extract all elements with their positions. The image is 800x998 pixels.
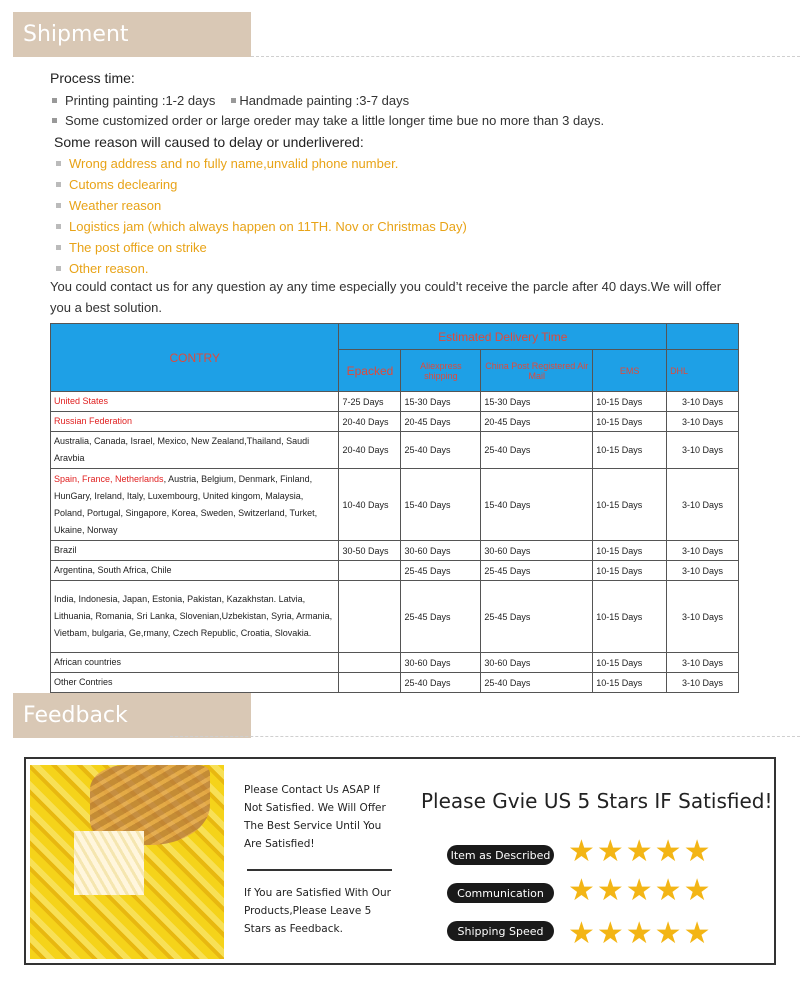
country-highlight: United States [54,396,109,406]
process-line-1 [52,93,409,108]
col-aliexpress: Aliexpress shipping [401,350,481,392]
country-header: CONTRY [51,324,339,392]
country-cell [51,673,339,693]
delay-reason [56,240,207,255]
feedback-contact-text: Please Contact Us ASAP If Not Satisfied. We Will Offer The Best Service Until You Are Satisfied! [244,784,386,850]
days-cell: 25-45 Days [401,561,481,581]
shipment-divider [251,56,800,57]
five-star-icon: ★★★★★ [568,917,713,950]
days-cell: 10-15 Days [593,469,667,541]
col-ems: EMS [593,350,667,392]
country-cell [51,581,339,653]
five-star-icon: ★★★★★ [568,874,713,907]
country-names: India, Indonesia, Japan, Estonia, Pakistan, Kazakhstan. Latvia, Lithuania, Romania, Sri Lanka, Slovenian,Uzbekistan, Syria, Armania, Vietbam, bulgaria, Ge,rmany, Czech Republic, Croatia, Slovakia. [54,594,333,638]
delay-reason-text: Logistics jam (which always happen on 11TH. Nov or Christmas Day) [69,219,467,234]
table-header-row [51,324,739,350]
days-cell [339,561,401,581]
country-names: , Austria, Belgium, Denmark, Finland, HunGary, Ireland, Italy, Luxembourg, United kingom, Malaysia, Poland, Portugal, Singapore, Korea, Sweden, Switzerland, Turket, Ukaine, Norway [54,473,318,535]
col-chinapost: China Post Registered Air Mail [481,350,593,392]
days-cell: 25-40 Days [401,673,481,693]
bullet-icon [56,161,61,166]
table-row [51,412,739,432]
process-time-title: Process time: [50,70,135,86]
days-cell: 10-15 Days [593,581,667,653]
days-cell: 10-40 Days [339,469,401,541]
col-epacked: Epacked [339,350,401,392]
header-blank [667,324,739,350]
bullet-icon [56,266,61,271]
delay-title: Some reason will caused to delay or underlivered: [54,134,364,150]
country-cell [51,432,339,469]
days-cell: 30-60 Days [401,653,481,673]
days-cell: 30-60 Days [481,541,593,561]
feedback-divider [170,736,800,737]
bullet-icon [52,98,57,103]
bullet-icon [56,203,61,208]
delivery-time-table [50,323,739,693]
days-cell: 30-60 Days [481,653,593,673]
days-cell [339,581,401,653]
col-dhl: DHL [667,350,739,392]
country-names: Other Contries [54,677,113,687]
bullet-icon [231,98,236,103]
days-cell: 25-45 Days [481,561,593,581]
rating-label-communication: Communication [447,883,554,903]
delay-reason [56,198,161,213]
process-printing: Printing painting :1-2 days [65,93,216,108]
feedback-banner-title: Feedback [23,703,128,728]
days-cell: 10-15 Days [593,653,667,673]
table-row [51,673,739,693]
table-row [51,469,739,541]
days-cell: 25-45 Days [481,581,593,653]
process-handmade: Handmade painting :3-7 days [239,93,410,108]
country-highlight: Russian Federation [54,416,133,426]
country-cell [51,392,339,412]
bullet-icon [56,245,61,250]
days-cell: 7-25 Days [339,392,401,412]
country-highlight: Spain, France, Netherlands [54,473,164,484]
days-cell: 30-60 Days [401,541,481,561]
delay-reason [56,261,149,276]
delay-reason [56,156,398,171]
days-cell: 20-40 Days [339,432,401,469]
days-cell: 15-40 Days [481,469,593,541]
days-cell: 10-15 Days [593,673,667,693]
country-cell [51,653,339,673]
country-names: African countries [54,657,122,667]
estimated-delivery-header: Estimated Delivery Time [339,324,667,350]
days-cell: 15-30 Days [481,392,593,412]
days-cell: 3-10 Days [667,469,739,541]
days-cell: 20-40 Days [339,412,401,432]
days-cell: 20-45 Days [481,412,593,432]
feedback-text-divider [247,869,392,871]
table-row [51,432,739,469]
days-cell: 3-10 Days [667,432,739,469]
fabric-photo [30,765,224,959]
fabric-fold [74,831,144,895]
shipment-banner-title: Shipment [23,22,129,47]
process-line-2 [52,113,604,128]
days-cell: 25-40 Days [401,432,481,469]
feedback-headline: Please Gvie US 5 Stars IF Satisfied! [421,789,773,813]
delay-reason [56,219,467,234]
table-row [51,653,739,673]
country-names: Brazil [54,545,77,555]
country-cell [51,469,339,541]
country-cell [51,561,339,581]
days-cell: 10-15 Days [593,412,667,432]
days-cell: 3-10 Days [667,412,739,432]
feedback-stars-text: If You are Satisfied With Our Products,Please Leave 5 Stars as Feedback. [244,887,391,935]
days-cell: 25-40 Days [481,673,593,693]
table-row [51,541,739,561]
days-cell [339,653,401,673]
five-star-icon: ★★★★★ [568,835,713,868]
days-cell: 3-10 Days [667,581,739,653]
process-custom: Some customized order or large oreder may take a little longer time bue no more than 3 days. [65,113,605,128]
table-row [51,581,739,653]
feedback-panel [24,757,776,965]
days-cell: 10-15 Days [593,392,667,412]
bullet-icon [56,182,61,187]
days-cell: 3-10 Days [667,673,739,693]
table-row [51,561,739,581]
country-cell [51,412,339,432]
days-cell: 3-10 Days [667,561,739,581]
days-cell: 30-50 Days [339,541,401,561]
country-names: Australia, Canada, Israel, Mexico, New Zealand,Thailand, Saudi Aravbia [54,436,310,463]
contact-paragraph: You could contact us for any question ay any time especially you could’t receive the parcle after 40 days.We will offer you a best solution. [50,279,722,315]
bullet-icon [52,118,57,123]
delay-reason [56,177,177,192]
country-names: Argentina, South Africa, Chile [54,565,172,575]
rating-label-item-as-described: Item as Described [447,845,554,865]
days-cell: 25-45 Days [401,581,481,653]
delay-reason-text: Wrong address and no fully name,unvalid phone number. [69,156,399,171]
days-cell: 3-10 Days [667,392,739,412]
days-cell: 3-10 Days [667,541,739,561]
bullet-icon [56,224,61,229]
days-cell: 15-30 Days [401,392,481,412]
rating-label-shipping-speed: Shipping Speed [447,921,554,941]
feedback-banner [13,693,251,738]
delay-reason-text: Other reason. [69,261,149,276]
days-cell: 15-40 Days [401,469,481,541]
days-cell: 10-15 Days [593,541,667,561]
days-cell: 20-45 Days [401,412,481,432]
days-cell: 10-15 Days [593,432,667,469]
days-cell: 10-15 Days [593,561,667,581]
delay-reason-text: The post office on strike [69,240,207,255]
delay-reason-text: Weather reason [69,198,162,213]
days-cell: 3-10 Days [667,653,739,673]
table-row [51,392,739,412]
country-cell [51,541,339,561]
delay-reason-text: Cutoms declearing [69,177,178,192]
days-cell: 25-40 Days [481,432,593,469]
days-cell [339,673,401,693]
shipment-banner [13,12,251,57]
